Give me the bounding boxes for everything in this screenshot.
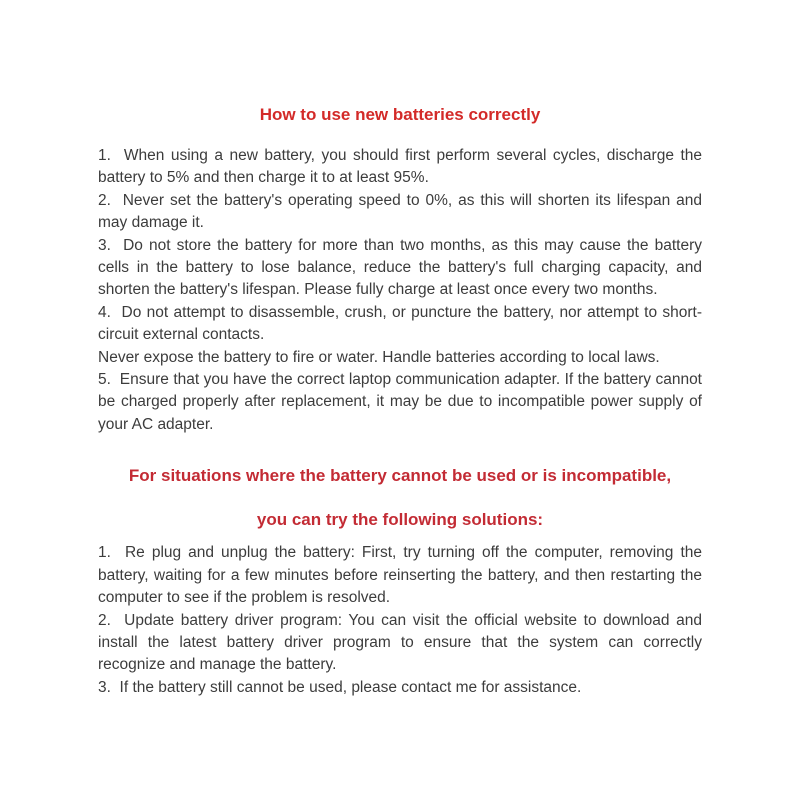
section1-title: How to use new batteries correctly	[259, 105, 541, 124]
instruction-item-4: 4. Do not attempt to disassemble, crush, or puncture the battery, nor attempt to short-circuit external contacts.	[98, 303, 702, 344]
solution-item-3: 3. If the battery still cannot be used, please contact me for assistance.	[98, 678, 582, 696]
instruction-item-5: 5. Ensure that you have the correct laptop communication adapter. If the battery cannot be charged properly after replacement, it may be due to incompatible power supply of your AC adapter.	[98, 371, 702, 433]
instruction-note: Never expose the battery to fire or water. Handle batteries according to local laws.	[98, 348, 660, 366]
solution-item-1: 1. Re plug and unplug the battery: First, try turning off the computer, removing the battery, waiting for a few minutes before reinserting the battery, and then restarting the computer to see if the problem is resolved.	[98, 544, 702, 607]
section2-body	[98, 542, 702, 699]
section2-title-line1: For situations where the battery cannot be used or is incompatible,	[128, 466, 672, 486]
instruction-item-3: 3. Do not store the battery for more than two months, as this may cause the battery cells in the battery to lose balance, reduce the battery's full charging capacity, and shorten the battery's lifespan. Please fully charge at least once every two months.	[98, 236, 702, 299]
section1-body	[98, 145, 702, 436]
instruction-item-1: 1. When using a new battery, you should first perform several cycles, discharge the battery to 5% and then charge it to at least 95%.	[98, 147, 702, 187]
section2-title-line2: you can try the following solutions:	[256, 510, 544, 530]
solution-item-2: 2. Update battery driver program: You can visit the official website to download and install the latest battery driver program to ensure that the system can correctly recognize and manage the battery.	[98, 611, 702, 674]
instruction-document	[98, 104, 702, 699]
instruction-item-2: 2. Never set the battery's operating speed to 0%, as this will shorten its lifespan and may damage it.	[98, 191, 702, 232]
